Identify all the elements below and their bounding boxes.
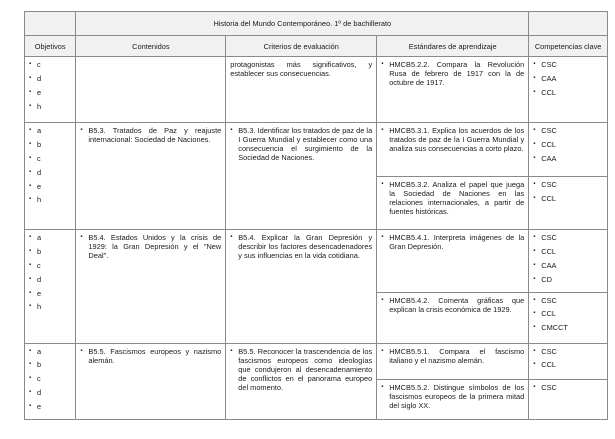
competences-cell (529, 123, 608, 177)
objective-item: ▪ c (29, 60, 71, 69)
criteria-text: ▪ B5.5. Reconocer la trascendencia de los fascismos europeos como ideologías que condujeron al desencadenamiento de conflictos en el panorama europeo del momento. (230, 347, 372, 392)
competences-cell (529, 177, 608, 230)
table-title: Historia del Mundo Contemporáneo. 1º de bachillerato (76, 12, 529, 36)
competence-item: ▪ CCL (533, 88, 603, 97)
competence-item: ▪ CSC (533, 126, 603, 135)
objective-item: ▪ c (29, 154, 71, 163)
criteria-cell (226, 230, 377, 344)
standard-cell (377, 123, 529, 177)
objective-item: ▪ a (29, 347, 71, 356)
objective-item: ▪ e (29, 182, 71, 191)
objective-item: ▪ h (29, 302, 71, 311)
criteria-cell (226, 343, 377, 419)
competence-item: ▪ CSC (533, 347, 603, 356)
competences-cell (529, 343, 608, 379)
contents-cell (76, 57, 226, 123)
criteria-text: ▪ B5.4. Explicar la Gran Depresión y describir los factores desencadenadores y sus influencias en la vida cotidiana. (230, 233, 372, 260)
contents-cell (76, 343, 226, 419)
standard-text: ▪ HMCB5.5.2. Distingue símbolos de los fascismos europeos de la primera mitad del siglo XX. (381, 383, 524, 410)
table-row (25, 343, 608, 379)
criteria-cell (226, 57, 377, 123)
objectives-cell (25, 123, 76, 230)
standard-cell (377, 177, 529, 230)
competence-item: ▪ CCL (533, 194, 603, 203)
objective-item: ▪ h (29, 102, 71, 111)
header-competencias: Competencias clave (529, 36, 608, 57)
competence-item: ▪ CSC (533, 180, 603, 189)
header-estandares: Estándares de aprendizaje (377, 36, 529, 57)
objective-item: ▪ b (29, 140, 71, 149)
objective-item: ▪ c (29, 374, 71, 383)
table-row (25, 57, 608, 123)
objective-item: ▪ d (29, 275, 71, 284)
competence-item: ▪ CCL (533, 309, 603, 318)
standard-text: ▪ HMCB5.3.2. Analiza el papel que juega la Sociedad de Naciones en las relaciones internacionales, a partir de fuentes históricas. (381, 180, 524, 216)
criteria-text: ▪ B5.3. Identificar los tratados de paz de la I Guerra Mundial y establecer como una consecuencia el surgimiento de la Sociedad de Naciones. (230, 126, 372, 162)
blank-title-cell (529, 12, 608, 36)
standard-cell (377, 343, 529, 379)
competence-item: ▪ CAA (533, 74, 603, 83)
objective-item: ▪ e (29, 402, 71, 411)
header-criterios: Criterios de evaluación (226, 36, 377, 57)
contents-text: ▪ B5.5. Fascismos europeos y nazismo alemán. (80, 347, 221, 365)
blank-corner-cell (25, 12, 76, 36)
competence-item: ▪ CMCCT (533, 323, 603, 332)
standard-text: ▪ HMCB5.3.1. Explica los acuerdos de los tratados de paz de la I Guerra Mundial y analiza sus consecuencias a corto plazo. (381, 126, 524, 153)
contents-cell (76, 230, 226, 344)
header-row (25, 36, 608, 57)
objective-item: ▪ a (29, 126, 71, 135)
standard-cell (377, 57, 529, 123)
contents-text: ▪ B5.4. Estados Unidos y la crisis de 1929: la Gran Depresión y el "New Deal". (80, 233, 221, 260)
objective-item: ▪ e (29, 88, 71, 97)
header-contenidos: Contenidos (76, 36, 226, 57)
criteria-text: protagonistas más significativos, y establecer sus consecuencias. (230, 60, 373, 78)
curriculum-table (24, 11, 608, 420)
competence-item: ▪ CCL (533, 247, 603, 256)
objective-item: ▪ b (29, 360, 71, 369)
competence-item: ▪ CAA (533, 154, 603, 163)
table-row (25, 230, 608, 293)
objective-item: ▪ d (29, 388, 71, 397)
competence-item: ▪ CCL (533, 140, 603, 149)
standard-text: ▪ HMCB5.2.2. Compara la Revolución Rusa de febrero de 1917 con la de octubre de 1917. (381, 60, 524, 87)
criteria-cell (226, 123, 377, 230)
standard-cell (377, 230, 529, 293)
competences-cell (529, 57, 608, 123)
objective-item: ▪ b (29, 247, 71, 256)
standard-text: ▪ HMCB5.4.2. Comenta gráficas que explican la crisis económica de 1929. (381, 296, 524, 314)
objective-item: ▪ c (29, 261, 71, 270)
contents-text: ▪ B5.3. Tratados de Paz y reajuste internacional: Sociedad de Naciones. (80, 126, 221, 144)
contents-cell (76, 123, 226, 230)
objective-item: ▪ e (29, 289, 71, 298)
competence-item: ▪ CSC (533, 233, 603, 242)
standard-text: ▪ HMCB5.5.1. Compara el fascismo italiano y el nazismo alemán. (381, 347, 524, 365)
objective-item: ▪ d (29, 168, 71, 177)
competence-item: ▪ CSC (533, 383, 603, 392)
competences-cell (529, 379, 608, 419)
competences-cell (529, 230, 608, 293)
objectives-cell (25, 343, 76, 419)
title-row (25, 12, 608, 36)
competence-item: ▪ CSC (533, 296, 603, 305)
header-objetivos: Objetivos (25, 36, 76, 57)
objective-item: ▪ a (29, 233, 71, 242)
objective-item: ▪ h (29, 195, 71, 204)
standard-cell (377, 379, 529, 419)
standard-cell (377, 292, 529, 343)
objectives-cell (25, 57, 76, 123)
table-row (25, 123, 608, 177)
objectives-cell (25, 230, 76, 344)
competence-item: ▪ CD (533, 275, 603, 284)
objective-item: ▪ d (29, 74, 71, 83)
competences-cell (529, 292, 608, 343)
competence-item: ▪ CAA (533, 261, 603, 270)
standard-text: ▪ HMCB5.4.1. Interpreta imágenes de la Gran Depresión. (381, 233, 524, 251)
competence-item: ▪ CSC (533, 60, 603, 69)
competence-item: ▪ CCL (533, 360, 603, 369)
